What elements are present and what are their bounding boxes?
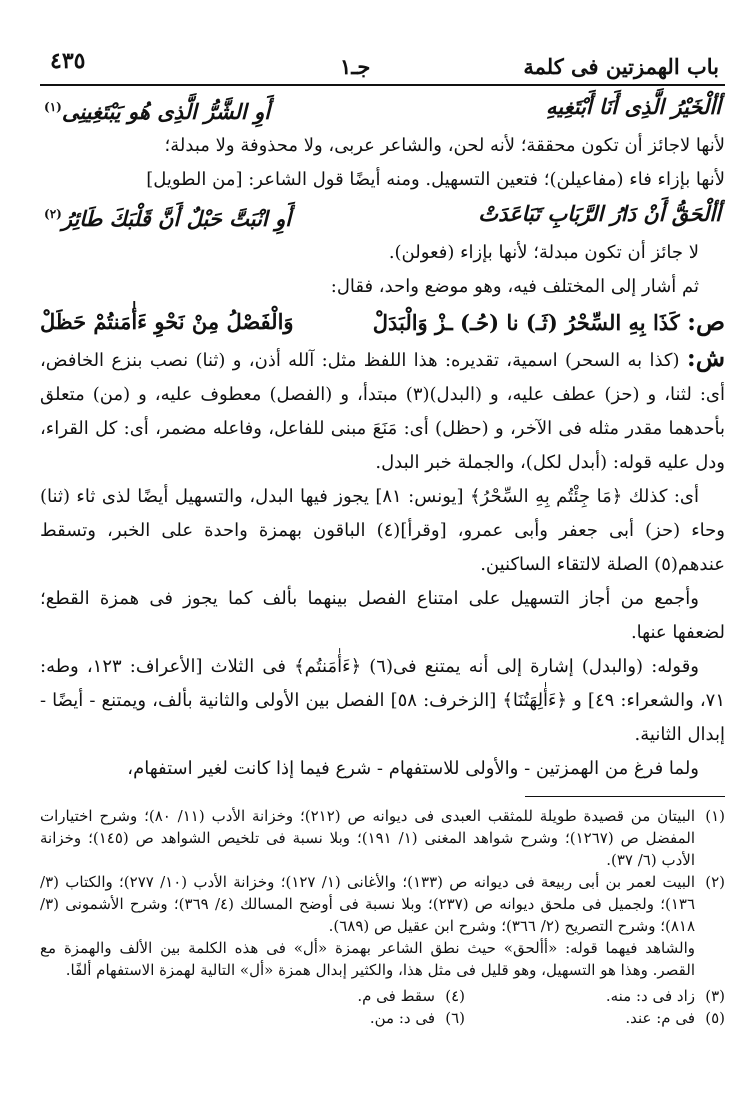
running-title: باب الهمزتين فى كلمة [523, 54, 719, 79]
footnotes-3-4 [40, 985, 725, 1007]
footnote-4: (٤)سقط فى م. [357, 987, 465, 1005]
matn-line [40, 304, 725, 341]
volume-number: جـ١ [340, 54, 371, 79]
footnote-5: (٥)فى م: عند. [625, 1009, 725, 1027]
book-page [40, 40, 725, 1029]
footnote-2-number: (٢) [705, 873, 725, 891]
page-number: ٤٣٥ [50, 48, 86, 74]
matn-label: ص: [687, 307, 725, 336]
footnote-6: (٦)فى د: من. [369, 1009, 465, 1027]
footnote-divider [525, 796, 725, 797]
verse-2-left: أَوِ انْبَتَّ حَبْلٌ أَنَّ قَلْبَكَ طَائِرُ$^{(٢)}$ [44, 206, 292, 231]
sharh-label: ش: [686, 343, 725, 372]
paragraph-6: أى: كذلك ﴿مَا جِئْتُم بِهِ السِّحْرُ﴾ [يونس: ٨١] يجوز فيها البدل، والتسهيل أيضًا لذى ثاء (ثنا) وحاء (حز) أبى جعفر وأبى عمرو، [وقرأ](٤) الباقون بهمزة واحدة على الخبر، وتسقط عندهم(٥) الصلة لالتقاء الساكنين. [40, 486, 725, 575]
paragraph-4: ثم أشار إلى المختلف فيه، وهو موضع واحد، فقال: [330, 276, 699, 297]
footnote-3: (٣)زاد فى د: منه. [605, 987, 725, 1005]
footnote-ref-2: (٢) [44, 207, 62, 221]
paragraph-2: لأنها بإزاء فاء (مفاعيلن)؛ فتعين التسهيل. ومنه أيضًا قول الشاعر: [من الطويل] [146, 169, 725, 190]
footnote-1-text: البيتان من قصيدة طويلة للمثقب العبدى فى ديوانه ص (٢١٢)؛ وخزانة الأدب (١١/ ٨٠)؛ وشرح اختيارات المفضل ص (١٢٦٧)؛ وشرح شواهد المغنى (١/ ١٩١)؛ وبلا نسبة فى تلخيص الشواهد ص (١٤٥)؛ وخزانة الأدب (٦/ ٣٧). [40, 807, 695, 869]
paragraph-8: وقوله: (والبدل) إشارة إلى أنه يمتنع فى(٦) ﴿ءَأٰمَنتُم﴾ فى الثلاث [الأعراف: ١٢٣، وطه: ٧١، والشعراء: ٤٩] و ﴿ءَأٰلِهَتُنَا﴾ [الزخرف: ٥٨] الفصل بين الأولى والثانية بألف، ويمتنع - أيضًا - إبدال الثانية. [40, 656, 725, 745]
footnote-1 [40, 805, 725, 871]
footnote-1-number: (١) [705, 807, 725, 825]
verse-2-right: أألْحَقُّ أَنْ دَارُ الرَّبَابِ تَبَاعَدَتْ [478, 201, 721, 226]
verse-1-left: أَوِ الشَّرُّ الَّذِى هُو يَبْتَغِينِى$^{(١)}$ [44, 99, 271, 124]
footnote-2-text-b: والشاهد فيهما قوله: «أألحق» حيث نطق الشاعر بهمزة «أل» فى هذه الكلمة بين الألف والهمزة مع القصر. وهذا هو التسهيل، وهو قليل فى مثل هذا، والكثير إبدال همزة «أل» التالية لهمزة الاستفهام ألفًا. [40, 939, 695, 979]
paragraph-7: وأجمع من أجاز التسهيل على امتناع الفصل بينهما بألف كما يجوز فى همزة القطع؛ لضعفها عنها. [40, 588, 725, 643]
matn-left: وَالْفَصْلُ مِنْ نَحْوِ ءَأٰمَنتُمْ حَظَلْ [40, 309, 294, 334]
verse-1-right: أألْخَيْرُ الَّذِى أَنَا أَبْتَغِيهِ [546, 94, 721, 119]
footnotes-5-6 [40, 1007, 725, 1029]
matn-right: ص: كَذَا بِهِ السِّحْرُ (ثَـ) نا (حُـ) ـزْ وَالْبَدَلْ [372, 307, 725, 336]
paragraph-3: لا جائز أن تكون مبدلة؛ لأنها بإزاء (فعولن). [388, 242, 699, 263]
sharh-paragraph: ش: (كذا به السحر) اسمية، تقديره: هذا اللفظ مثل: آلله أذن، و (ثنا) نصب بنزع الخافض، أى: لثنا، و (حز) عطف عليه، و (البدل)(٣) مبتدأ، و (الفصل) معطوف عليه، و (من) متعلق بأحدهما مقدر مثله فى الآخر، و (حظل) أى: مَنَعَ مبنى للفاعل، وفاعله مضمر، أى: كل القراء، ودل عليه قوله: (أبدل لكل)، والجملة خبر البدل. [40, 343, 726, 473]
page-header [40, 40, 725, 86]
paragraph-1: لأنها لاجائز أن تكون محققة؛ لأنه لحن، والشاعر عربى، ولا محذوفة ولا مبدلة؛ [164, 135, 725, 156]
footnote-2-text: البيت لعمر بن أبى ربيعة فى ديوانه ص (١٣٣)؛ والأغانى (١/ ١٢٧)؛ وخزانة الأدب (١٠/ ٢٧٧)؛ والكتاب (٣/ ١٣٦)؛ ولجميل فى ملحق ديوانه ص (٢٣٧)؛ وبلا نسبة فى أوضح المسالك (٤/ ٣٦٩)؛ وشرح الأشمونى (٣/ ٨١٨)؛ وشرح التصريح (٢/ ٣٦٦)؛ وشرح ابن عقيل ص (٦٨٩). [40, 873, 695, 935]
paragraph-9: ولما فرغ من الهمزتين - والأولى للاستفهام - شرع فيما إذا كانت لغير استفهام، [127, 758, 699, 779]
verse-1 [40, 90, 725, 129]
verse-2 [40, 197, 725, 236]
footnote-2 [40, 871, 725, 981]
footnote-ref-1: (١) [44, 100, 62, 114]
